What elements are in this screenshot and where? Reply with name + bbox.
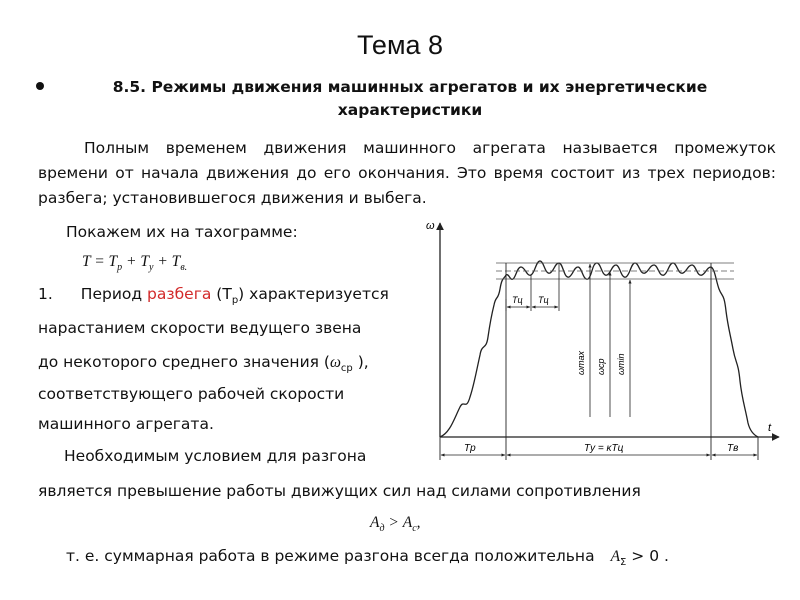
formula-part: + T bbox=[153, 253, 181, 270]
wmax-label: ωmax bbox=[576, 350, 586, 375]
formula-sub-y: у bbox=[149, 262, 154, 274]
time-formula bbox=[82, 252, 187, 278]
tv-label: Tв bbox=[727, 443, 739, 454]
tachogram-svg bbox=[424, 215, 786, 465]
line3-pre: до некоторого среднего значения ( bbox=[38, 353, 330, 371]
text-line-2: нарастанием скорости ведущего звена bbox=[38, 319, 362, 337]
ineq-sub-c: с bbox=[412, 523, 417, 535]
text-line-4: соответствующего рабочей скорости bbox=[38, 385, 345, 403]
work-inequality bbox=[370, 513, 421, 539]
wcp-label: ωср bbox=[596, 358, 606, 375]
final-rest: > 0 . bbox=[626, 547, 669, 565]
line3-post: ), bbox=[352, 353, 369, 371]
tachogram bbox=[424, 215, 786, 465]
text-line-7: является превышение работы движущих сил над силами сопротивления bbox=[38, 482, 641, 500]
formula-sub-p: р bbox=[117, 262, 123, 274]
ineq-a2: А bbox=[402, 514, 413, 531]
ineq-a1: А bbox=[370, 514, 380, 531]
final-sub: Σ bbox=[620, 557, 627, 569]
tp-label: Tр bbox=[464, 443, 476, 454]
omega-sub: ср bbox=[340, 363, 353, 375]
item-post: ) характеризуется bbox=[238, 285, 389, 303]
speed-curve bbox=[440, 261, 758, 437]
bullet-dot bbox=[36, 82, 44, 90]
final-a: А bbox=[610, 548, 621, 565]
text-line-3 bbox=[38, 352, 369, 379]
text-line-5: машинного агрегата. bbox=[38, 415, 214, 433]
formula-part: + T bbox=[122, 253, 150, 270]
ty-label: Tу = κTц bbox=[584, 443, 624, 454]
ineq-gt: > bbox=[384, 514, 403, 531]
item-number: 1. bbox=[38, 285, 53, 303]
intro-paragraph: Полным временем движения машинного агрегата называется промежуток времени от начала движения до его окончания. Это время состоит из трех периодов: разбега; установившегося движения и выбега. bbox=[38, 139, 776, 207]
slide-title: Тема 8 bbox=[356, 30, 444, 60]
item-1 bbox=[38, 284, 389, 311]
item-paren: (T bbox=[211, 285, 232, 303]
wmin-label: ωmin bbox=[616, 353, 626, 375]
axis-x-label: t bbox=[768, 422, 772, 434]
ineq-comma: , bbox=[416, 514, 421, 531]
tc2-label: Tц bbox=[538, 295, 549, 305]
formula-part: T = T bbox=[82, 253, 118, 270]
text-line-6: Необходимым условием для разгона bbox=[64, 447, 367, 465]
item-pre: Период bbox=[80, 285, 148, 303]
section-heading: 8.5. Режимы движения машинных агрегатов и их энергетические характеристики bbox=[112, 78, 708, 119]
red-term: разбега bbox=[147, 285, 212, 303]
ineq-sub-d: д bbox=[379, 523, 385, 535]
formula-sub-v: в. bbox=[180, 262, 188, 274]
tc1-label: Tц bbox=[512, 295, 523, 305]
show-text: Покажем их на тахограмме: bbox=[66, 223, 298, 241]
final-line bbox=[66, 546, 669, 573]
axis-y-label: ω bbox=[426, 220, 435, 232]
item-sub: р bbox=[231, 295, 239, 307]
omega-symbol: ω bbox=[329, 354, 341, 371]
final-text: т. е. суммарная работа в режиме разгона всегда положительна bbox=[66, 547, 595, 565]
